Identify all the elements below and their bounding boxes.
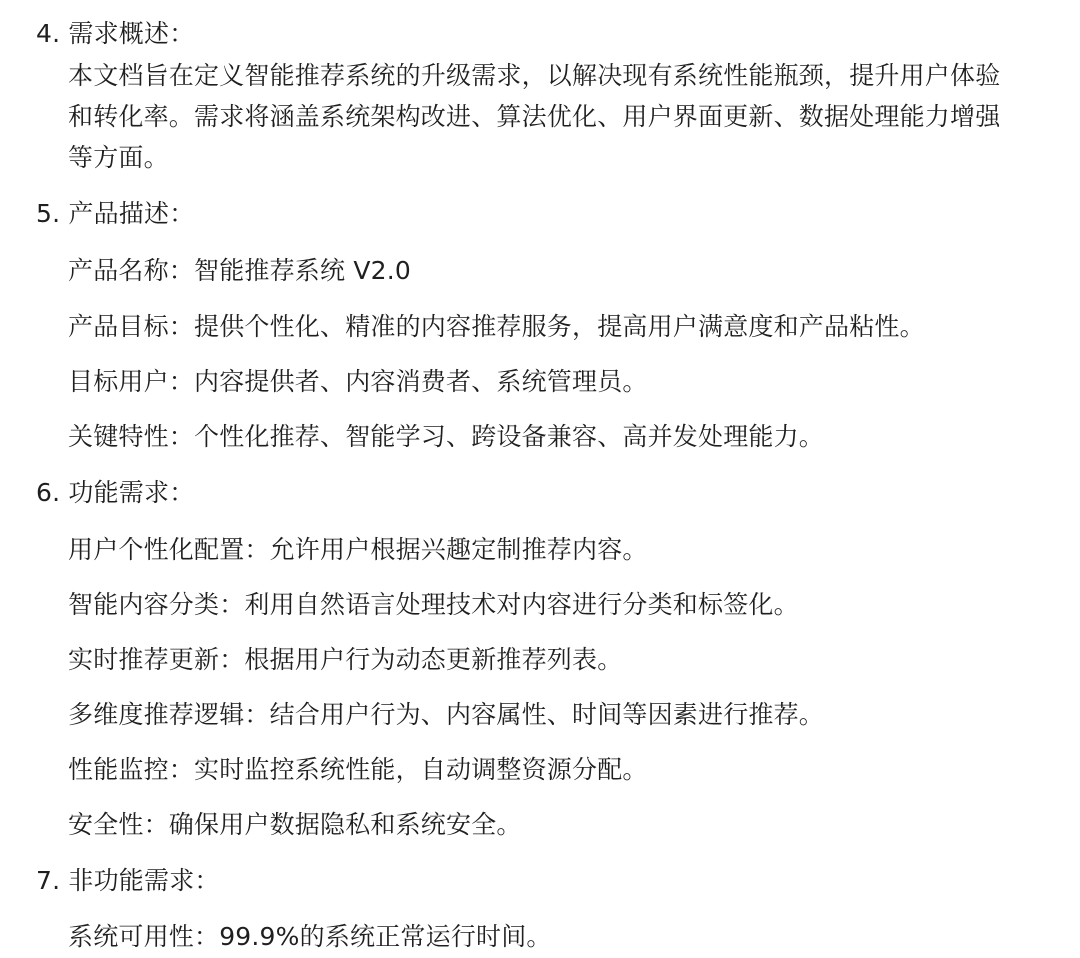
availability-item: 系统可用性：99.9%的系统正常运行时间。 xyxy=(68,922,552,951)
multi-dimension-logic-item: 多维度推荐逻辑：结合用户行为、内容属性、时间等因素进行推荐。 xyxy=(68,700,825,729)
user-personalization-item: 用户个性化配置：允许用户根据兴趣定制推荐内容。 xyxy=(68,535,648,564)
key-features-item: 关键特性：个性化推荐、智能学习、跨设备兼容、高并发处理能力。 xyxy=(68,422,825,451)
section-6-heading: 6. 功能需求： xyxy=(36,478,195,507)
content-classification-item: 智能内容分类：利用自然语言处理技术对内容进行分类和标签化。 xyxy=(68,590,799,619)
section-4-paragraph-line-1: 本文档旨在定义智能推荐系统的升级需求，以解决现有系统性能瓶颈，提升用户体验 xyxy=(68,61,1001,90)
section-4-paragraph-line-3: 等方面。 xyxy=(68,143,169,172)
section-4-paragraph-line-2: 和转化率。需求将涵盖系统架构改进、算法优化、用户界面更新、数据处理能力增强 xyxy=(68,102,1001,131)
target-users-item: 目标用户：内容提供者、内容消费者、系统管理员。 xyxy=(68,367,648,396)
product-name-item: 产品名称：智能推荐系统 V2.0 xyxy=(68,256,412,285)
section-7-heading: 7. 非功能需求： xyxy=(36,866,220,895)
realtime-update-item: 实时推荐更新：根据用户行为动态更新推荐列表。 xyxy=(68,645,623,674)
section-5-heading: 5. 产品描述： xyxy=(36,199,195,228)
section-4-heading: 4. 需求概述： xyxy=(36,19,195,48)
product-goal-item: 产品目标：提供个性化、精准的内容推荐服务，提高用户满意度和产品粘性。 xyxy=(68,312,925,341)
performance-monitoring-item: 性能监控：实时监控系统性能，自动调整资源分配。 xyxy=(68,755,648,784)
security-item: 安全性：确保用户数据隐私和系统安全。 xyxy=(68,810,522,839)
